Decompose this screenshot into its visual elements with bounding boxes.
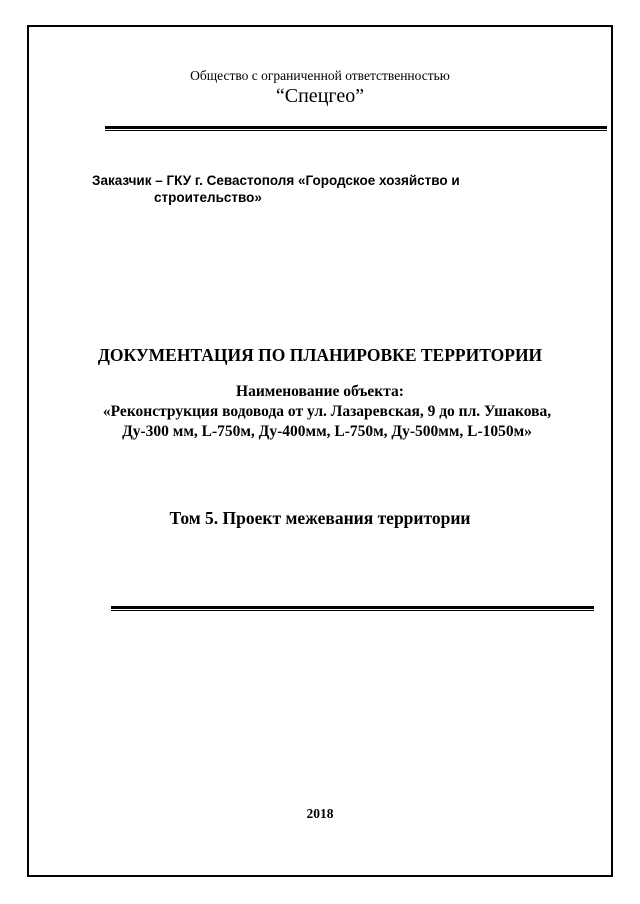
organization-name: “Спецгео” [275,85,365,107]
customer-line-1: Заказчик – ГКУ г. Севастополя «Городское хозяйство и [92,173,460,188]
customer-line-2: строительство» [154,190,262,205]
bottom-divider [111,606,594,611]
organization-type: Общество с ограниченной ответственностью [190,68,450,83]
object-name [67,402,587,442]
top-divider [105,126,607,131]
object-name-line-1: «Реконструкция водовода от ул. Лазаревская, 9 до пл. Ушакова, [102,403,552,420]
page-border-frame [27,25,613,877]
document-year: 2018 [306,806,334,821]
object-label: Наименование объекта: [236,383,404,400]
customer-block [92,172,532,206]
document-title: ДОКУМЕНТАЦИЯ ПО ПЛАНИРОВКЕ ТЕРРИТОРИИ [97,345,543,365]
object-name-line-2: Ду-300 мм, L-750м, Ду-400мм, L-750м, Ду-500мм, L-1050м» [122,423,532,440]
volume-title: Том 5. Проект межевания территории [169,508,471,528]
